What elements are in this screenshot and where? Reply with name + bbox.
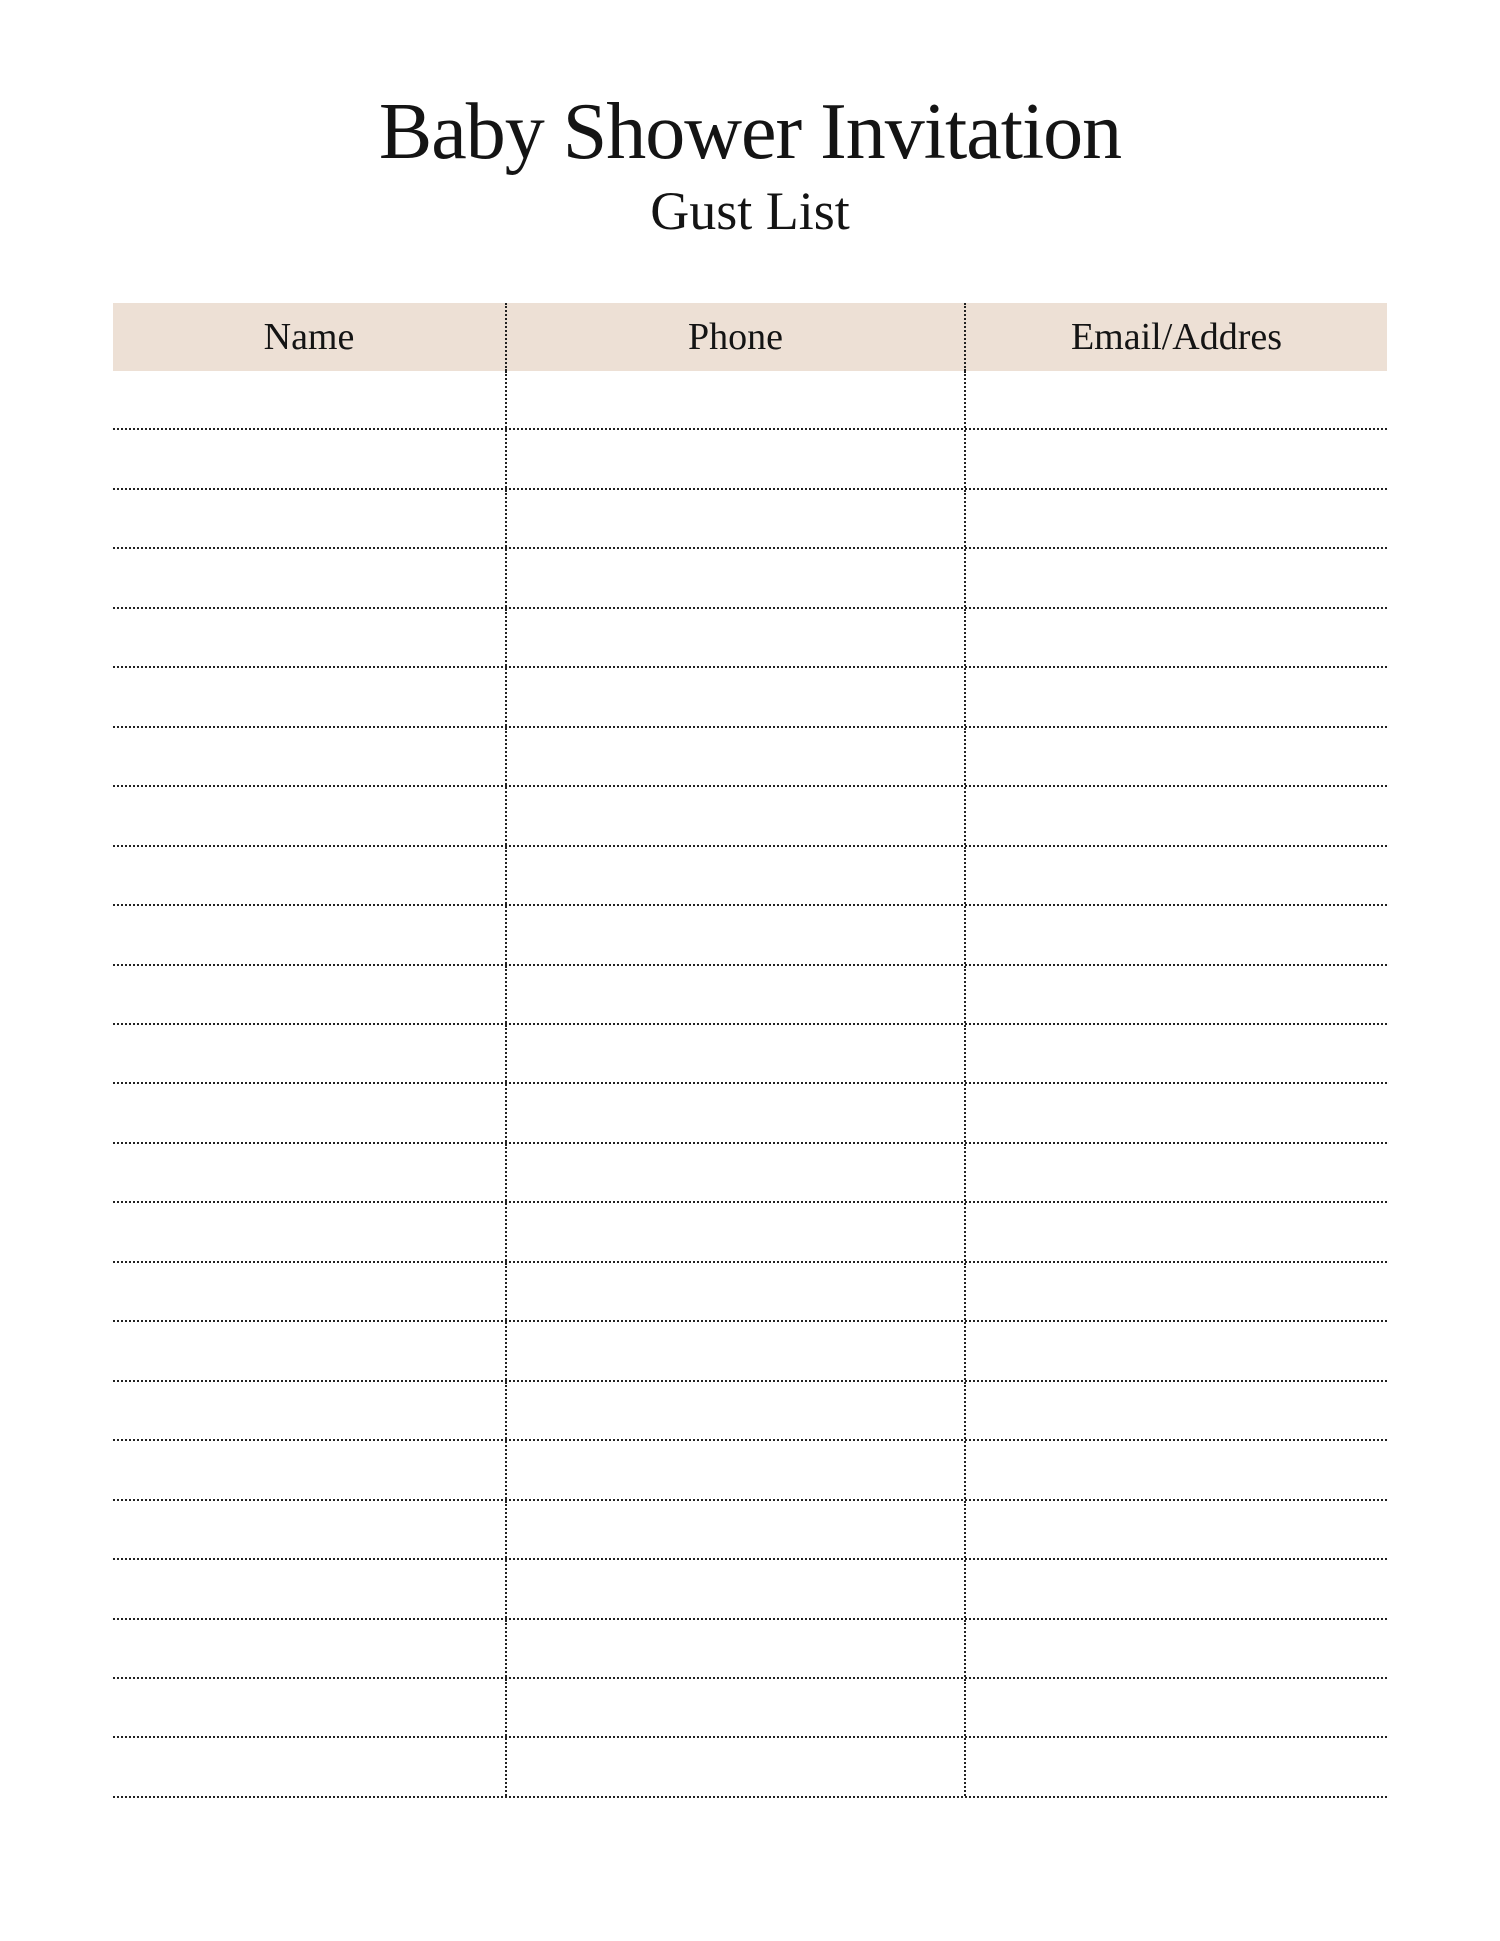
column-header-phone: Phone [505, 303, 964, 371]
guest-phone-cell[interactable] [505, 1144, 964, 1201]
guest-email-cell[interactable] [964, 1144, 1387, 1201]
guest-phone-cell[interactable] [505, 549, 964, 606]
guest-phone-cell[interactable] [505, 1620, 964, 1677]
guest-row [113, 1084, 1387, 1143]
guest-name-cell[interactable] [113, 847, 505, 904]
guest-phone-cell[interactable] [505, 1025, 964, 1082]
guest-name-cell[interactable] [113, 966, 505, 1023]
guest-row [113, 1501, 1387, 1560]
guest-email-cell[interactable] [964, 1501, 1387, 1558]
guest-email-cell[interactable] [964, 1263, 1387, 1320]
guest-phone-cell[interactable] [505, 1382, 964, 1439]
guest-list-table [113, 303, 1387, 1798]
guest-email-cell[interactable] [964, 1620, 1387, 1677]
guest-email-cell[interactable] [964, 1084, 1387, 1141]
guest-email-cell[interactable] [964, 787, 1387, 844]
guest-row [113, 1203, 1387, 1262]
guest-email-cell[interactable] [964, 668, 1387, 725]
guest-row [113, 1679, 1387, 1738]
guest-row [113, 490, 1387, 549]
guest-name-cell[interactable] [113, 1144, 505, 1201]
guest-email-cell[interactable] [964, 490, 1387, 547]
guest-email-cell[interactable] [964, 1738, 1387, 1795]
guest-phone-cell[interactable] [505, 1263, 964, 1320]
guest-row [113, 1382, 1387, 1441]
guest-name-cell[interactable] [113, 1441, 505, 1498]
guest-email-cell[interactable] [964, 1441, 1387, 1498]
guest-row [113, 1620, 1387, 1679]
column-header-name: Name [263, 316, 355, 358]
guest-name-cell[interactable] [113, 1025, 505, 1082]
guest-row [113, 609, 1387, 668]
guest-email-cell[interactable] [964, 1679, 1387, 1736]
guest-name-cell[interactable] [113, 549, 505, 606]
guest-row [113, 1263, 1387, 1322]
guest-phone-cell[interactable] [505, 966, 964, 1023]
guest-phone-cell[interactable] [505, 1738, 964, 1795]
guest-name-cell[interactable] [113, 371, 505, 428]
guest-name-cell[interactable] [113, 787, 505, 844]
guest-email-cell[interactable] [964, 1560, 1387, 1617]
guest-name-cell[interactable] [113, 1382, 505, 1439]
guest-phone-cell[interactable] [505, 847, 964, 904]
guest-row [113, 430, 1387, 489]
guest-phone-cell[interactable] [505, 1441, 964, 1498]
page-subtitle: Gust List [650, 181, 850, 241]
guest-phone-cell[interactable] [505, 609, 964, 666]
guest-name-cell[interactable] [113, 728, 505, 785]
guest-name-cell[interactable] [113, 1501, 505, 1558]
guest-phone-cell[interactable] [505, 1560, 964, 1617]
guest-name-cell[interactable] [113, 1263, 505, 1320]
guest-phone-cell[interactable] [505, 1203, 964, 1260]
guest-phone-cell[interactable] [505, 1501, 964, 1558]
guest-row [113, 1560, 1387, 1619]
guest-phone-cell[interactable] [505, 430, 964, 487]
guest-phone-cell[interactable] [505, 490, 964, 547]
guest-email-cell[interactable] [964, 1382, 1387, 1439]
guest-email-cell[interactable] [964, 1322, 1387, 1379]
guest-phone-cell[interactable] [505, 371, 964, 428]
guest-phone-cell[interactable] [505, 1322, 964, 1379]
guest-row [113, 371, 1387, 430]
table-header-row [113, 303, 1387, 371]
guest-name-cell[interactable] [113, 609, 505, 666]
guest-row [113, 1738, 1387, 1797]
guest-phone-cell[interactable] [505, 906, 964, 963]
guest-row [113, 549, 1387, 608]
guest-row [113, 1144, 1387, 1203]
guest-phone-cell[interactable] [505, 1084, 964, 1141]
guest-name-cell[interactable] [113, 1084, 505, 1141]
table-body [113, 371, 1387, 1798]
page-title: Baby Shower Invitation [378, 88, 1122, 176]
guest-email-cell[interactable] [964, 609, 1387, 666]
guest-name-cell[interactable] [113, 1679, 505, 1736]
guest-email-cell[interactable] [964, 371, 1387, 428]
guest-name-cell[interactable] [113, 1738, 505, 1795]
guest-email-cell[interactable] [964, 430, 1387, 487]
guest-row [113, 668, 1387, 727]
guest-row [113, 906, 1387, 965]
guest-row [113, 728, 1387, 787]
guest-phone-cell[interactable] [505, 787, 964, 844]
guest-name-cell[interactable] [113, 668, 505, 725]
guest-phone-cell[interactable] [505, 1679, 964, 1736]
guest-name-cell[interactable] [113, 490, 505, 547]
guest-row [113, 847, 1387, 906]
guest-name-cell[interactable] [113, 1203, 505, 1260]
guest-phone-cell[interactable] [505, 728, 964, 785]
guest-email-cell[interactable] [964, 906, 1387, 963]
guest-row [113, 1322, 1387, 1381]
guest-email-cell[interactable] [964, 966, 1387, 1023]
column-header-email: Email/Addres [964, 303, 1387, 371]
guest-phone-cell[interactable] [505, 668, 964, 725]
guest-email-cell[interactable] [964, 1025, 1387, 1082]
guest-name-cell[interactable] [113, 906, 505, 963]
guest-name-cell[interactable] [113, 1620, 505, 1677]
guest-name-cell[interactable] [113, 430, 505, 487]
guest-name-cell[interactable] [113, 1560, 505, 1617]
guest-email-cell[interactable] [964, 847, 1387, 904]
guest-row [113, 1025, 1387, 1084]
guest-email-cell[interactable] [964, 728, 1387, 785]
guest-email-cell[interactable] [964, 1203, 1387, 1260]
guest-row [113, 787, 1387, 846]
guest-row [113, 966, 1387, 1025]
guest-email-cell[interactable] [964, 549, 1387, 606]
guest-name-cell[interactable] [113, 1322, 505, 1379]
guest-row [113, 1441, 1387, 1500]
